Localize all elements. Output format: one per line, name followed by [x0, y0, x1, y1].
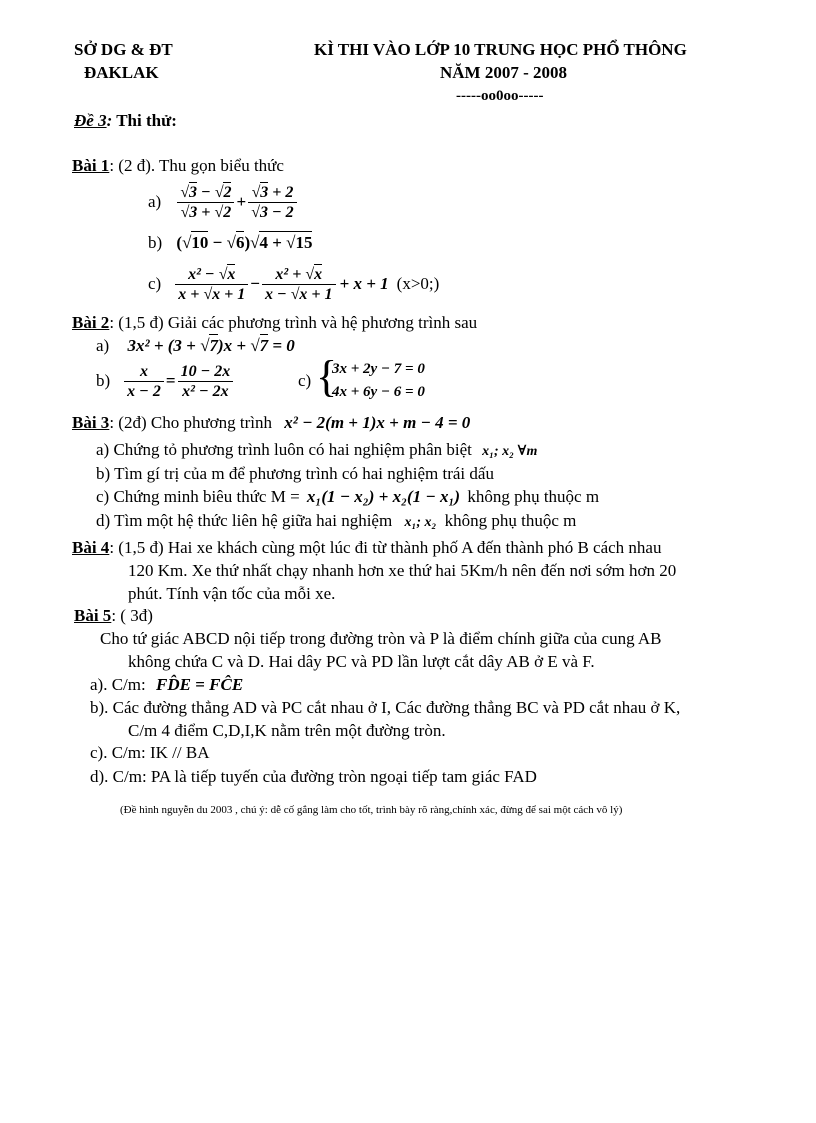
- department-name: SỞ DG & ĐT: [74, 40, 173, 59]
- bai3-c: c) Chứng minh biêu thức M = x₁(1 − x₂) + x₂(1 − x₁) không phụ thuộc m: [96, 487, 600, 506]
- bai1-label: Bài 1: [72, 156, 110, 175]
- bai4-line2: 120 Km. Xe thứ nhất chạy nhanh hơn xe thứ hai 5Km/h nên đến nơi sớm hơn 20: [128, 561, 677, 580]
- bai2-heading: Bài 2: (1,5 đ) Giải các phương trình và hệ phương trình sau: [72, 313, 478, 332]
- bai4-line3: phút. Tính vận tốc của mỗi xe.: [128, 584, 336, 603]
- bai5-line2: không chứa C và D. Hai dây PC và PD lần lượt cắt dây AB ở E và F.: [128, 652, 595, 671]
- bai4-line1: Bài 4: (1,5 đ) Hai xe khách cùng một lúc đi từ thành phố A đến thành phó B cách nhau: [72, 538, 662, 557]
- bai3-d: d) Tìm một hệ thức liên hệ giữa hai nghiệm x₁; x₂ không phụ thuộc m: [96, 511, 577, 530]
- bai5-a: a). C/m: FD̂E = FĈE: [90, 675, 244, 694]
- exam-heading: Đề 3: Thi thử:: [74, 111, 177, 130]
- bai3-heading: Bài 3: (2đ) Cho phương trình x² − 2(m + 1)x + m − 4 = 0: [72, 413, 471, 432]
- bai3-a: a) Chứng tỏ phương trình luôn có hai nghiệm phân biệt x₁; x₂ ∀m: [96, 440, 538, 459]
- bai1-a-fraction-2: $\frac{√3 + 2}{√3 - 2}$: [248, 183, 296, 222]
- system-brace: {: [316, 352, 338, 401]
- bai1-a-fraction-1: $\frac{√3 - √2}{√3 + √2}$: [177, 183, 234, 222]
- footer-note: (Đề hình nguyễn du 2003 , chú ý: dễ cố gắng làm cho tốt, trình bày rõ ràng,chính xác, đừng để sai một cách vô lý): [120, 804, 623, 816]
- bai3-label: Bài 3: [72, 413, 110, 432]
- exam-title: KÌ THI VÀO LỚP 10 TRUNG HỌC PHỔ THÔNG: [314, 40, 687, 59]
- bai1-heading: Bài 1: (2 đ). Thu gọn biểu thức: [72, 156, 284, 175]
- bai2-label: Bài 2: [72, 313, 110, 332]
- bai5-b-line2: C/m 4 điểm C,D,I,K nằm trên một đường tròn.: [128, 721, 446, 740]
- bai5-line1: Cho tứ giác ABCD nội tiếp trong đường tròn và P là điểm chính giữa của cung AB: [100, 629, 662, 648]
- bai5-d: d). C/m: PA là tiếp tuyến của đường tròn ngoại tiếp tam giác FAD: [90, 767, 537, 786]
- bai1-c-fraction-2: $\frac{\text{x² + √x}}{x - √x + 1}$: [262, 265, 336, 304]
- bai1-b: b) (√10 − √6)√4 + √15: [148, 233, 313, 252]
- province-name: ĐAKLAK: [84, 63, 159, 82]
- bai5-label: Bài 5: [74, 606, 112, 625]
- header-separator: -----oo0oo-----: [456, 88, 544, 104]
- bai1-c-fraction-1: $\frac{\text{x² − √x}}{x + √x + 1}$: [175, 265, 248, 304]
- bai3-b: b) Tìm gí trị của m để phương trình có hai nghiệm trái dấu: [96, 464, 494, 483]
- bai2-b: b) $\frac{x}{x - 2}$ = $\frac{10 - 2x}{\text{x² − 2x}}$: [96, 359, 235, 403]
- exam-year: NĂM 2007 - 2008: [440, 63, 568, 82]
- bai1-c: c) $\frac{\text{x² − √x}}{x + √x + 1}$ − $\frac{\text{x² + √x}}{x - √x + 1}$ + x + 1 (x>0;): [148, 265, 440, 303]
- bai5-c: c). C/m: IK // BA: [90, 743, 210, 762]
- bai1-a: a) $\frac{√3 - √2}{√3 + √2}$ + $\frac{√3 + 2}{√3 - 2}$: [148, 180, 299, 224]
- bai4-label: Bài 4: [72, 538, 110, 557]
- exam-label: Đề 3: [74, 111, 107, 130]
- bai5-b-line1: b). Các đường thẳng AD và PC cắt nhau ở I, Các đường thẳng BC và PD cắt nhau ở K,: [90, 698, 681, 717]
- exam-subtitle: Thi thử:: [116, 111, 177, 130]
- bai1-c-condition: (x>0;): [396, 274, 440, 293]
- bai2-a: a) 3x² + (3 + √7)x + √7 = 0: [96, 336, 295, 355]
- bai5-heading: Bài 5: ( 3đ): [74, 606, 153, 625]
